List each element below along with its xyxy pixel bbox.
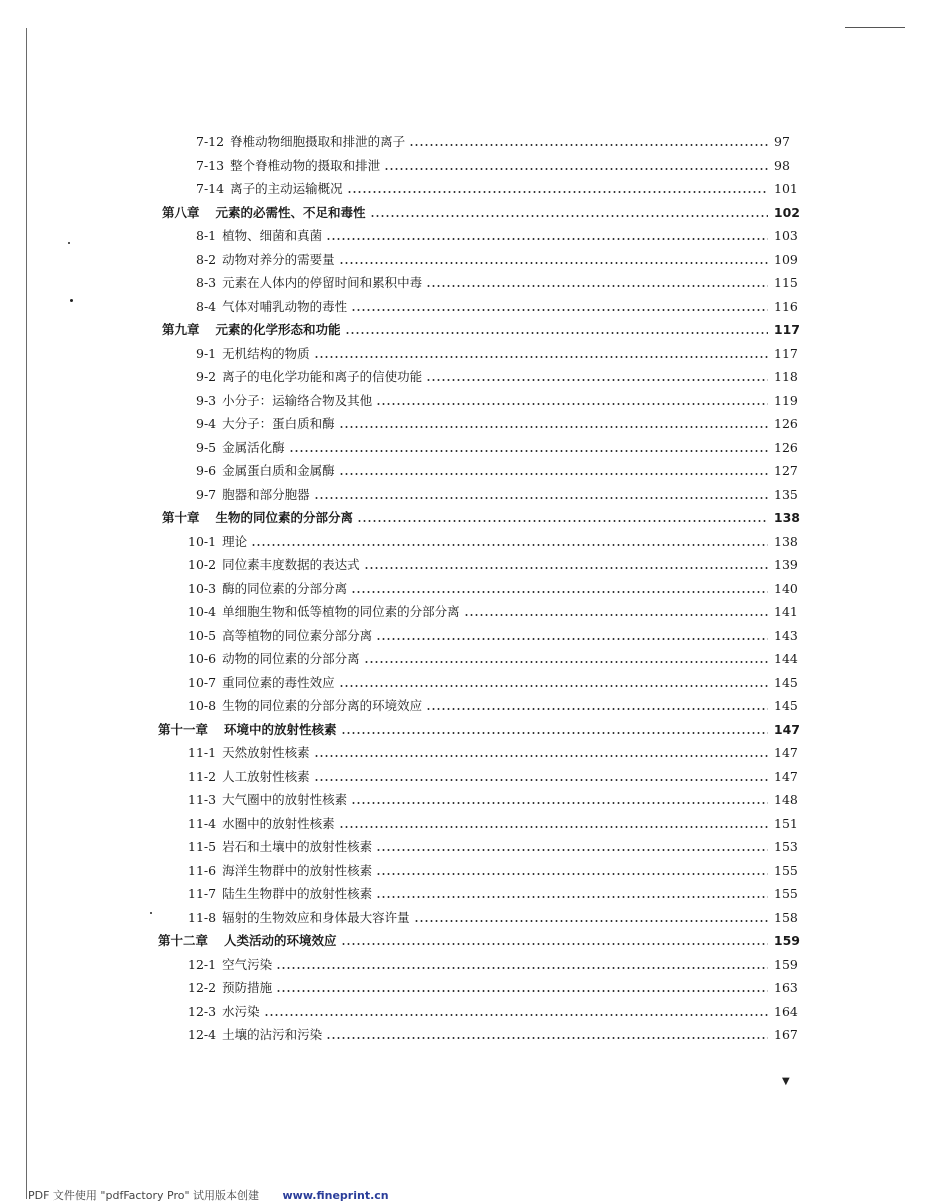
- toc-section-row: [188, 835, 800, 855]
- page-number: 115: [774, 275, 798, 290]
- toc-section-row: [188, 976, 800, 996]
- section-title: 高等植物的同位素分部分离: [222, 627, 373, 643]
- page-number: 167: [774, 1027, 798, 1042]
- toc-section-row: [188, 647, 800, 667]
- section-number: 7-13: [196, 157, 225, 173]
- toc-section-row: [196, 436, 800, 456]
- dot-leader: [351, 791, 768, 805]
- toc-section-row: [188, 765, 800, 785]
- toc-chapter-row: [158, 929, 800, 949]
- section-number: 11-3: [188, 792, 217, 807]
- dot-leader: [376, 862, 768, 876]
- section-title: 胞器和部分胞器: [222, 486, 310, 502]
- section-number: 11-5: [188, 839, 217, 854]
- section-title: 离子的主动运输概况: [230, 181, 343, 196]
- section-title: 岩石和土壤中的放射性核素: [222, 839, 373, 854]
- section-number: 12-1: [188, 956, 217, 972]
- section-number: 9-3: [196, 392, 217, 408]
- chapter-title: 人类活动的环境效应: [224, 933, 337, 948]
- dot-leader: [364, 650, 768, 664]
- section-number: 8-3: [196, 275, 217, 290]
- dot-leader: [326, 227, 768, 241]
- dot-leader: [276, 956, 768, 970]
- dot-leader: [326, 1026, 768, 1040]
- toc-section-row: [188, 1023, 800, 1043]
- dot-leader: [341, 932, 768, 946]
- toc-section-row: [196, 459, 800, 479]
- section-number: 10-8: [188, 698, 217, 713]
- toc-section-row: [196, 130, 800, 150]
- scan-speck: [70, 299, 73, 302]
- section-number: 8-4: [196, 298, 217, 314]
- dot-leader: [370, 204, 768, 218]
- section-number: 7-12: [196, 134, 225, 149]
- toc-section-row: [188, 624, 800, 644]
- dot-leader: [376, 838, 768, 852]
- page-number: 147: [774, 745, 798, 760]
- toc-section-row: [188, 530, 800, 550]
- dot-leader: [264, 1003, 768, 1017]
- toc-section-row: [188, 812, 800, 832]
- section-title: 生物的同位素的分部分离的环境效应: [222, 698, 423, 713]
- section-title: 人工放射性核素: [222, 768, 310, 784]
- toc-section-row: [196, 365, 800, 385]
- toc-section-row: [196, 389, 800, 409]
- page-number: 140: [774, 580, 798, 596]
- section-title: 气体对哺乳动物的毒性: [222, 298, 348, 314]
- page-number: 138: [773, 510, 800, 525]
- dot-leader: [426, 697, 768, 711]
- section-title: 大分子：蛋白质和酶: [222, 416, 335, 431]
- chapter-title: 元素的化学形态和功能: [215, 322, 341, 337]
- page-number: 139: [774, 557, 798, 572]
- section-title: 元素在人体内的停留时间和累积中毒: [222, 275, 423, 290]
- toc-section-row: [188, 882, 800, 902]
- page-left-edge-line: [26, 28, 27, 1199]
- page-number: 164: [774, 1003, 798, 1019]
- pdf-footer: [28, 1187, 389, 1203]
- section-number: 12-2: [188, 980, 217, 995]
- toc-section-row: [196, 224, 800, 244]
- page-number: 155: [774, 862, 798, 878]
- section-title: 无机结构的物质: [222, 345, 310, 361]
- dot-leader: [339, 251, 768, 265]
- page-number: 109: [774, 251, 798, 267]
- section-number: 10-6: [188, 651, 217, 666]
- toc-section-row: [188, 671, 800, 691]
- section-title: 大气圈中的放射性核素: [222, 792, 348, 807]
- toc-section-row: [196, 342, 800, 362]
- section-title: 小分子：运输络合物及其他: [222, 392, 373, 408]
- dot-leader: [384, 157, 768, 171]
- dot-leader: [339, 415, 768, 429]
- toc-section-row: [188, 600, 800, 620]
- section-number: 11-1: [188, 745, 217, 760]
- section-title: 空气污染: [222, 956, 273, 972]
- dot-leader: [409, 133, 768, 147]
- chapter-number: 第十二章: [158, 933, 209, 948]
- dot-leader: [351, 298, 768, 312]
- dot-leader: [314, 345, 768, 359]
- toc-section-row: [188, 694, 800, 714]
- toc-section-row: [196, 271, 800, 291]
- toc-chapter-row: [162, 318, 800, 338]
- page-number: 117: [774, 345, 798, 361]
- page-number: 135: [774, 486, 798, 502]
- section-title: 天然放射性核素: [222, 745, 310, 760]
- section-number: 10-7: [188, 674, 217, 690]
- page-number: 126: [774, 439, 798, 455]
- toc-section-row: [196, 177, 800, 197]
- section-number: 9-1: [196, 345, 217, 361]
- section-number: 8-1: [196, 228, 217, 243]
- page-number: 138: [774, 533, 798, 549]
- toc-section-row: [188, 1000, 800, 1020]
- page-number: 117: [773, 322, 800, 337]
- page-number: 119: [774, 392, 798, 408]
- toc-section-row: [196, 412, 800, 432]
- page-number: 163: [774, 980, 798, 995]
- dot-leader: [426, 274, 768, 288]
- dot-leader: [314, 744, 768, 758]
- scan-speck: [150, 912, 152, 914]
- dot-leader: [464, 603, 768, 617]
- section-title: 动物的同位素的分部分离: [222, 651, 360, 666]
- toc-section-row: [188, 577, 800, 597]
- dot-leader: [339, 674, 768, 688]
- toc-section-row: [196, 295, 800, 315]
- section-title: 整个脊椎动物的摄取和排泄: [230, 157, 381, 173]
- toc-section-row: [188, 741, 800, 761]
- page-number: 98: [774, 157, 790, 173]
- section-number: 9-2: [196, 369, 217, 384]
- section-title: 同位素丰度数据的表达式: [222, 557, 360, 572]
- toc-section-row: [188, 553, 800, 573]
- dot-leader: [289, 439, 768, 453]
- section-number: 12-3: [188, 1003, 217, 1019]
- section-title: 酶的同位素的分部分离: [222, 580, 348, 596]
- dot-leader: [376, 627, 768, 641]
- dot-leader: [251, 533, 768, 547]
- chapter-title: 环境中的放射性核素: [224, 721, 337, 737]
- page-number: 147: [773, 721, 800, 737]
- toc-section-row: [196, 248, 800, 268]
- page-number: 145: [774, 698, 798, 713]
- section-number: 12-4: [188, 1027, 217, 1042]
- section-number: 9-7: [196, 486, 217, 502]
- page-number: 126: [774, 416, 798, 431]
- page-number: 103: [774, 228, 798, 243]
- section-title: 单细胞生物和低等植物的同位素的分部分离: [222, 604, 460, 619]
- dot-leader: [314, 768, 768, 782]
- chapter-number: 第十一章: [158, 721, 209, 737]
- toc-chapter-row: [162, 506, 800, 526]
- section-number: 10-1: [188, 533, 217, 549]
- toc-section-row: [188, 788, 800, 808]
- dot-leader: [341, 721, 768, 735]
- section-number: 10-3: [188, 580, 217, 596]
- section-number: 7-14: [196, 181, 225, 196]
- chapter-title: 生物的同位素的分部分离: [215, 510, 354, 525]
- scan-speck: [68, 242, 70, 244]
- section-title: 金属蛋白质和金属酶: [222, 463, 335, 478]
- toc-section-row: [188, 906, 800, 926]
- section-title: 水污染: [222, 1003, 260, 1019]
- page-number: 101: [774, 181, 798, 196]
- section-title: 陆生生物群中的放射性核素: [222, 886, 373, 901]
- section-number: 9-6: [196, 463, 217, 478]
- page-number: 155: [774, 886, 798, 901]
- section-title: 脊椎动物细胞摄取和排泄的离子: [230, 134, 406, 149]
- dot-leader: [376, 885, 768, 899]
- dot-leader: [276, 979, 768, 993]
- dot-leader: [339, 462, 768, 476]
- section-number: 11-6: [188, 862, 217, 878]
- page-number: 159: [773, 933, 800, 948]
- down-triangle-icon: ▼: [782, 1076, 790, 1087]
- section-number: 10-4: [188, 604, 217, 619]
- toc-chapter-row: [158, 718, 800, 738]
- page-number: 143: [774, 627, 798, 643]
- section-title: 理论: [222, 533, 248, 549]
- page-top-rule: [845, 27, 905, 28]
- dot-leader: [357, 509, 768, 523]
- footer-watermark: www.fineprint.cn: [282, 1189, 389, 1202]
- chapter-number: 第十章: [162, 510, 200, 525]
- toc-chapter-row: [162, 201, 800, 221]
- dot-leader: [376, 392, 768, 406]
- page-number: 158: [774, 909, 798, 925]
- section-title: 重同位素的毒性效应: [222, 674, 335, 690]
- section-number: 8-2: [196, 251, 217, 267]
- section-number: 10-5: [188, 627, 217, 643]
- section-title: 预防措施: [222, 980, 273, 995]
- page-number: 147: [774, 768, 798, 784]
- section-number: 9-5: [196, 439, 217, 455]
- toc-section-row: [196, 483, 800, 503]
- toc-section-row: [196, 154, 800, 174]
- section-title: 动物对养分的需要量: [222, 251, 335, 267]
- toc-section-row: [188, 953, 800, 973]
- page-number: 159: [774, 956, 798, 972]
- section-number: 11-2: [188, 768, 217, 784]
- section-title: 海洋生物群中的放射性核素: [222, 862, 373, 878]
- page-number: 118: [774, 369, 798, 384]
- section-number: 9-4: [196, 416, 217, 431]
- dot-leader: [345, 321, 768, 335]
- section-title: 植物、细菌和真菌: [222, 228, 323, 243]
- dot-leader: [414, 909, 768, 923]
- page-number: 141: [774, 604, 798, 619]
- section-title: 金属活化酶: [222, 439, 285, 455]
- section-number: 11-8: [188, 909, 217, 925]
- dot-leader: [364, 556, 768, 570]
- page-number: 102: [773, 204, 800, 220]
- page-number: 116: [774, 298, 798, 314]
- chapter-number: 第九章: [162, 322, 200, 337]
- dot-leader: [314, 486, 768, 500]
- footer-text: PDF 文件使用 "pdfFactory Pro" 试用版本创建: [28, 1189, 260, 1202]
- dot-leader: [351, 580, 768, 594]
- page-number: 144: [774, 651, 798, 666]
- dot-leader: [347, 180, 768, 194]
- chapter-title: 元素的必需性、不足和毒性: [215, 204, 366, 220]
- section-title: 土壤的沾污和污染: [222, 1027, 323, 1042]
- page-number: 127: [774, 463, 798, 478]
- chapter-number: 第八章: [162, 204, 200, 220]
- page-number: 148: [774, 792, 798, 807]
- page-number: 151: [774, 815, 798, 831]
- section-title: 离子的电化学功能和离子的信使功能: [222, 369, 423, 384]
- section-title: 水圈中的放射性核素: [222, 815, 335, 831]
- page-number: 97: [774, 134, 790, 149]
- section-number: 10-2: [188, 557, 217, 572]
- section-number: 11-4: [188, 815, 217, 831]
- dot-leader: [339, 815, 768, 829]
- section-title: 辐射的生物效应和身体最大容许量: [222, 909, 410, 925]
- dot-leader: [426, 368, 768, 382]
- page-number: 145: [774, 674, 798, 690]
- toc-section-row: [188, 859, 800, 879]
- section-number: 11-7: [188, 886, 217, 901]
- page-number: 153: [774, 839, 798, 854]
